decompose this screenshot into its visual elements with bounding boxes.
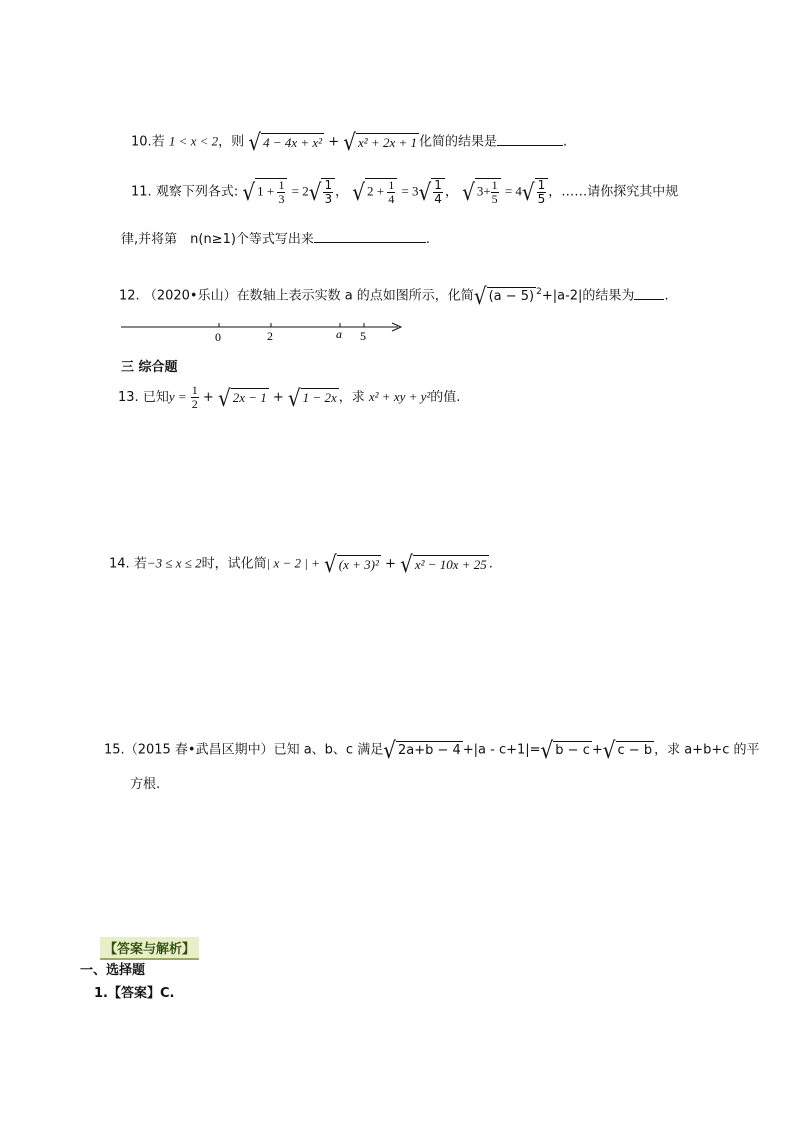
- q12-number: 12.: [119, 288, 140, 304]
- q11-e1-rhs: √ $\frac{1}{3}$: [309, 178, 335, 206]
- answer-1: 1.【答案】C.: [94, 986, 175, 1001]
- question-11: 11. 观察下列各式: √ 1 + $\frac{1}{3}$ = 2√ $\frac{1}{3}$ ， √ 2 + $\frac{1}{4}$ = 3√ $\frac{1}{4}$ ， √ 3+ $\frac{1}{5}$ = 4√ $\frac{1}{5}$ ，……请你探究其中规: [131, 178, 679, 206]
- question-13: 13. 已知y = $\frac{1}{2}$ + √ 2x − 1 + √ 1 − 2x ，求 x² + xy + y²的值.: [118, 383, 461, 412]
- q14-mid: 时，试化简: [201, 556, 267, 572]
- q15-radical-1: √ 2a+b − 4: [383, 736, 461, 764]
- q14-end: .: [488, 556, 493, 572]
- q15-post: ，求 a+b+c 的平: [654, 742, 760, 758]
- q10-number: 10.: [131, 134, 152, 150]
- q15-abs: +|a - c+1|=: [462, 742, 541, 758]
- q13-pre: 已知: [142, 390, 169, 405]
- q14-number: 14.: [109, 556, 130, 572]
- q15-pre: （2015 春•武昌区期中）已知 a、b、c 满足: [124, 742, 384, 758]
- q12-text: （2020•乐山）在数轴上表示实数 a 的点如图所示，化简: [143, 288, 474, 304]
- q13-radical-1: √ 2x − 1: [217, 383, 267, 412]
- q12-square: 2: [536, 287, 542, 298]
- tick-label-2: 2: [267, 329, 273, 343]
- q15-radical-2: √ b − c: [540, 736, 590, 764]
- q13-expr: x² + xy + y²: [368, 389, 431, 404]
- q10-post: 化简的结果是: [418, 134, 497, 150]
- q10-radical-1: √ 4 − 4x + x²: [248, 128, 323, 156]
- q13-radical-2: √ 1 − 2x: [287, 383, 337, 412]
- q10-plus: +: [328, 134, 340, 150]
- q11-e2-res: 3: [412, 183, 419, 199]
- q12-radical: √ (a − 5): [473, 282, 535, 310]
- tick-label-0: 0: [215, 330, 221, 344]
- number-line-figure: [118, 316, 410, 346]
- question-10: [131, 130, 567, 154]
- question-15: 15.（2015 春•武昌区期中）已知 a、b、c 满足√ 2a+b − 4 +|a - c+1|=√ b − c +√ c − b ，求 a+b+c 的平: [104, 736, 760, 764]
- q10-pre: 若: [151, 134, 165, 150]
- q14-radical-1: √ (x + 3)²: [324, 550, 379, 578]
- answers-badge: 【答案与解析】: [100, 937, 199, 960]
- q11-e3-rhs: √ $\frac{1}{5}$: [522, 178, 548, 206]
- q10-radical-2: √ x² + 2x + 1: [343, 128, 417, 156]
- q11-line-2: [121, 228, 430, 247]
- section-3-heading: 三 综合题: [121, 360, 178, 375]
- q11-e1-res: 2: [302, 183, 309, 199]
- q15-radical-3: √ c − b: [602, 736, 653, 764]
- q14-abs: | x − 2 | +: [266, 555, 320, 571]
- q15-line-2: 方根.: [130, 777, 161, 792]
- q11-expr-3: √ 3+ $\frac{1}{5}$: [462, 178, 501, 206]
- q11-e2-rhs: √ $\frac{1}{4}$: [419, 178, 445, 206]
- q11-e3-res: 4: [515, 183, 522, 199]
- q10-answer-blank[interactable]: [497, 133, 563, 146]
- question-12: [119, 284, 669, 308]
- q13-y: y =: [168, 389, 187, 404]
- q13-number: 13.: [118, 390, 139, 405]
- q14-cond: −3 ≤ x ≤ 2: [146, 555, 202, 571]
- q13-post: ，求: [338, 390, 365, 405]
- q10-end: .: [563, 134, 568, 150]
- question-14: 14. 若−3 ≤ x ≤ 2时，试化简| x − 2 | + √ (x + 3)² + √ x² − 10x + 25 .: [109, 550, 493, 578]
- tick-label-5: 5: [360, 329, 366, 343]
- q15-number: 15.: [104, 742, 125, 758]
- q11-expr-1: √ 1 + $\frac{1}{3}$: [242, 178, 287, 206]
- q12-end: .: [664, 288, 669, 304]
- q14-radical-2: √ x² − 10x + 25: [400, 550, 487, 578]
- q11-lead: 观察下列各式:: [155, 184, 239, 200]
- answers-section-1: 一、选择题: [80, 963, 146, 978]
- q12-abs: +|a-2|的结果为: [541, 288, 635, 304]
- q10-comma: ，则: [218, 134, 245, 150]
- q11-end: .: [425, 232, 431, 247]
- q11-answer-blank[interactable]: [314, 230, 426, 243]
- tick-label-a: a: [336, 327, 342, 341]
- q12-answer-blank[interactable]: [634, 287, 664, 300]
- q13-fraction: $\frac{1}{2}$: [191, 383, 198, 411]
- q10-condition: 1 < x < 2: [168, 133, 219, 149]
- q13-end: 的值.: [430, 390, 461, 405]
- q14-pre: 若: [133, 556, 147, 572]
- q11-line2-text: 律,并将第 n(n≥1)个等式写出来: [121, 232, 314, 247]
- q11-expr-2: √ 2 + $\frac{1}{4}$: [352, 178, 397, 206]
- q11-tail: ，……请你探究其中规: [548, 184, 679, 200]
- q11-number: 11.: [131, 184, 152, 200]
